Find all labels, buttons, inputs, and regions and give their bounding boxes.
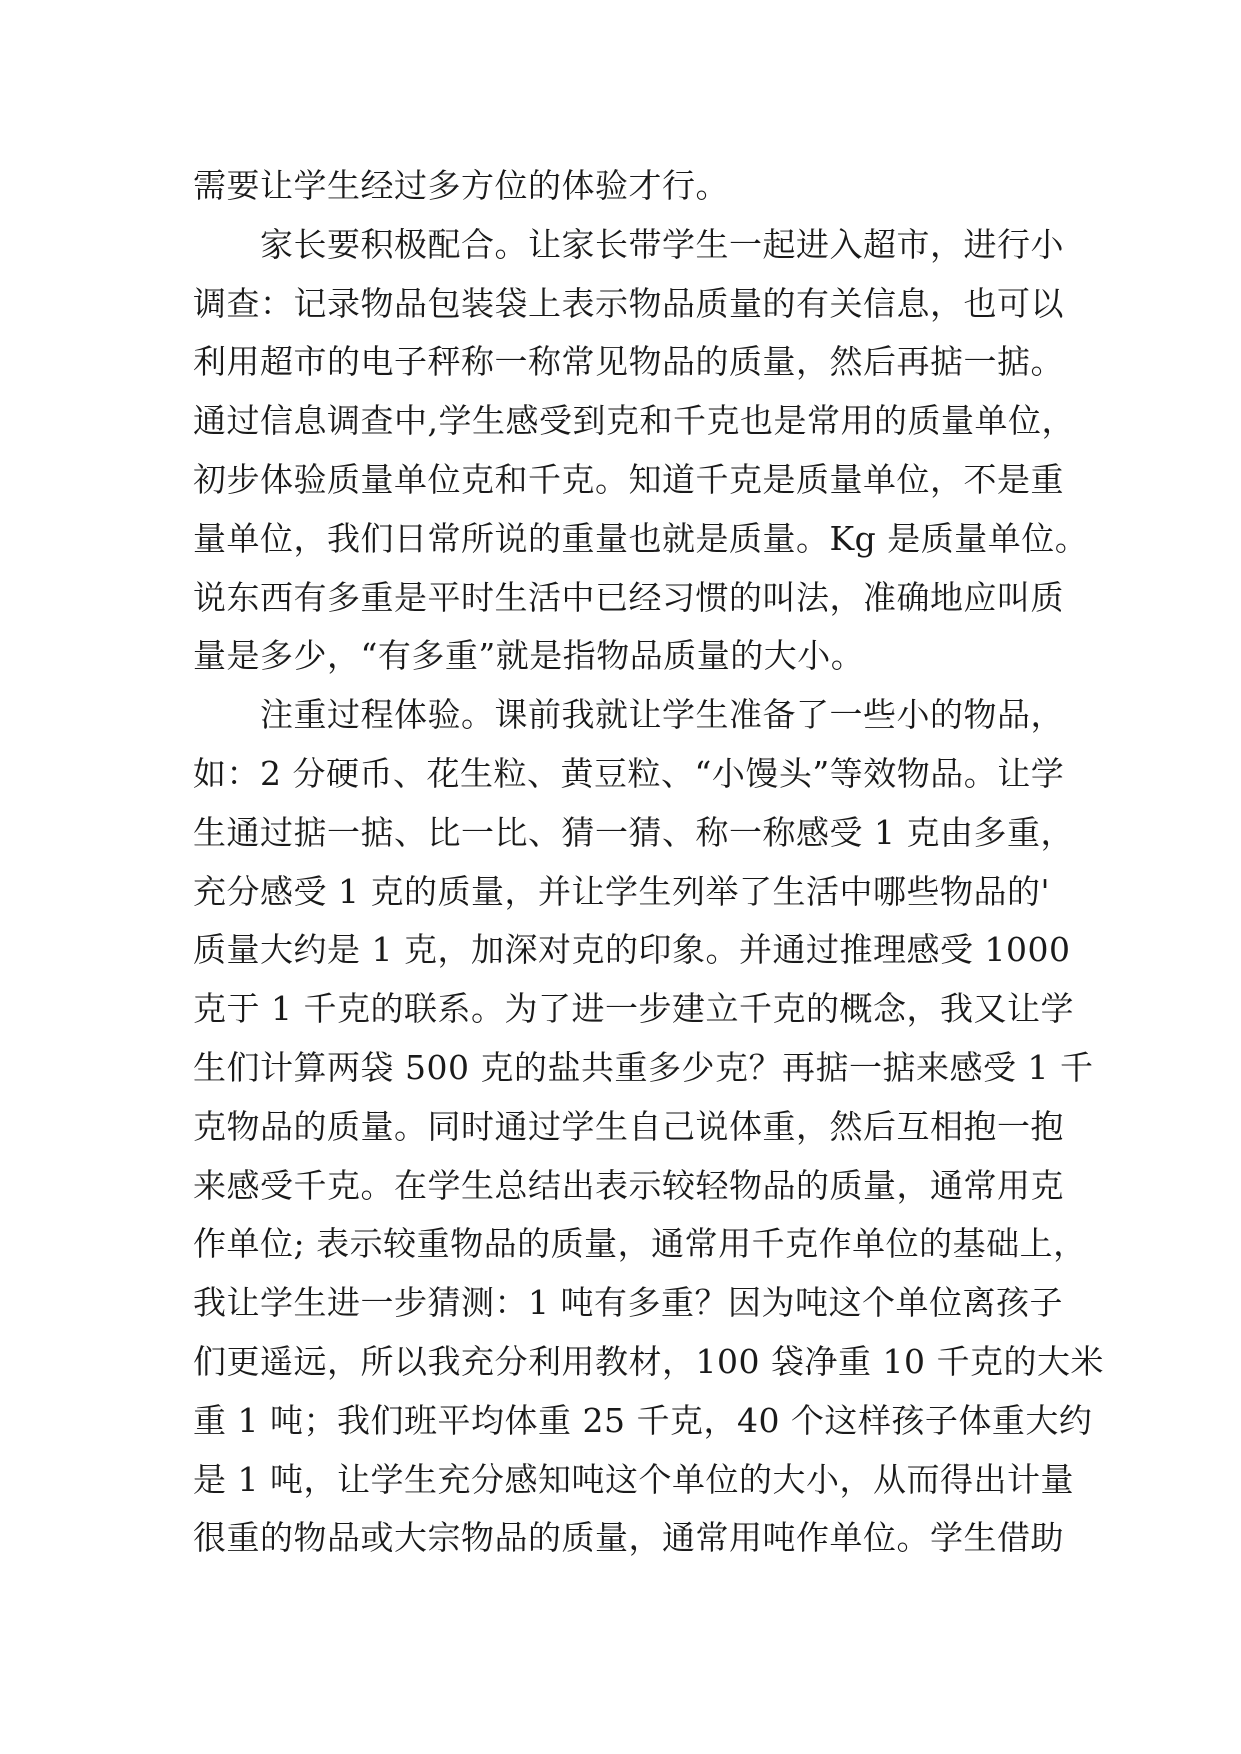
text-line: 克物品的质量。同时通过学生自己说体重，然后互相抱一抱 xyxy=(193,1106,1064,1146)
body-text xyxy=(193,157,1104,1568)
text-line: 质量大约是 1 克，加深对克的印象。并通过推理感受 1000 xyxy=(193,930,1071,970)
text-line: 来感受千克。在学生总结出表示较轻物品的质量，通常用克 xyxy=(193,1165,1064,1205)
text-line: 作单位; 表示较重物品的质量，通常用千克作单位的基础上， xyxy=(193,1224,1087,1264)
text-line: 初步体验质量单位克和千克。知道千克是质量单位，不是重 xyxy=(193,459,1064,499)
text-line: 克于 1 千克的联系。为了进一步建立千克的概念，我又让学 xyxy=(193,989,1074,1029)
text-line: 说东西有多重是平时生活中已经习惯的叫法，准确地应叫质 xyxy=(193,577,1064,617)
text-line: 需要让学生经过多方位的体验才行。 xyxy=(193,166,729,205)
text-line: 是 1 吨，让学生充分感知吨这个单位的大小，从而得出计量 xyxy=(193,1459,1074,1499)
text-line: 我让学生进一步猜测：1 吨有多重？因为吨这个单位离孩子 xyxy=(193,1283,1063,1323)
text-line: 家长要积极配合。让家长带学生一起进入超市，进行小 xyxy=(193,224,1064,264)
text-line: 注重过程体验。课前我就让学生准备了一些小的物品， xyxy=(193,695,1064,735)
text-line: 量单位，我们日常所说的重量也就是质量。Kg 是质量单位。 xyxy=(193,518,1089,558)
text-line: 充分感受 1 克的质量，并让学生列举了生活中哪些物品的' xyxy=(193,871,1051,911)
text-line: 通过信息调查中,学生感受到克和千克也是常用的质量单位， xyxy=(193,401,1075,441)
text-line: 量是多少，“有多重”就是指物品质量的大小。 xyxy=(193,636,865,676)
text-line: 生通过掂一掂、比一比、猜一猜、称一称感受 1 克由多重， xyxy=(193,812,1074,852)
text-line: 重 1 吨；我们班平均体重 25 千克，40 个这样孩子体重大约 xyxy=(193,1400,1093,1440)
text-line: 如：2 分硬币、花生粒、黄豆粒、“小馒头”等效物品。让学 xyxy=(193,753,1065,793)
text-line: 调查：记录物品包装袋上表示物品质量的有关信息，也可以 xyxy=(193,283,1064,323)
text-line: 很重的物品或大宗物品的质量，通常用吨作单位。学生借助 xyxy=(193,1518,1064,1558)
text-line: 生们计算两袋 500 克的盐共重多少克？再掂一掂来感受 1 千 xyxy=(193,1047,1094,1087)
text-line: 们更遥远，所以我充分利用教材，100 袋净重 10 千克的大米 xyxy=(193,1341,1104,1381)
text-line: 利用超市的电子秤称一称常见物品的质量，然后再掂一掂。 xyxy=(193,342,1064,382)
